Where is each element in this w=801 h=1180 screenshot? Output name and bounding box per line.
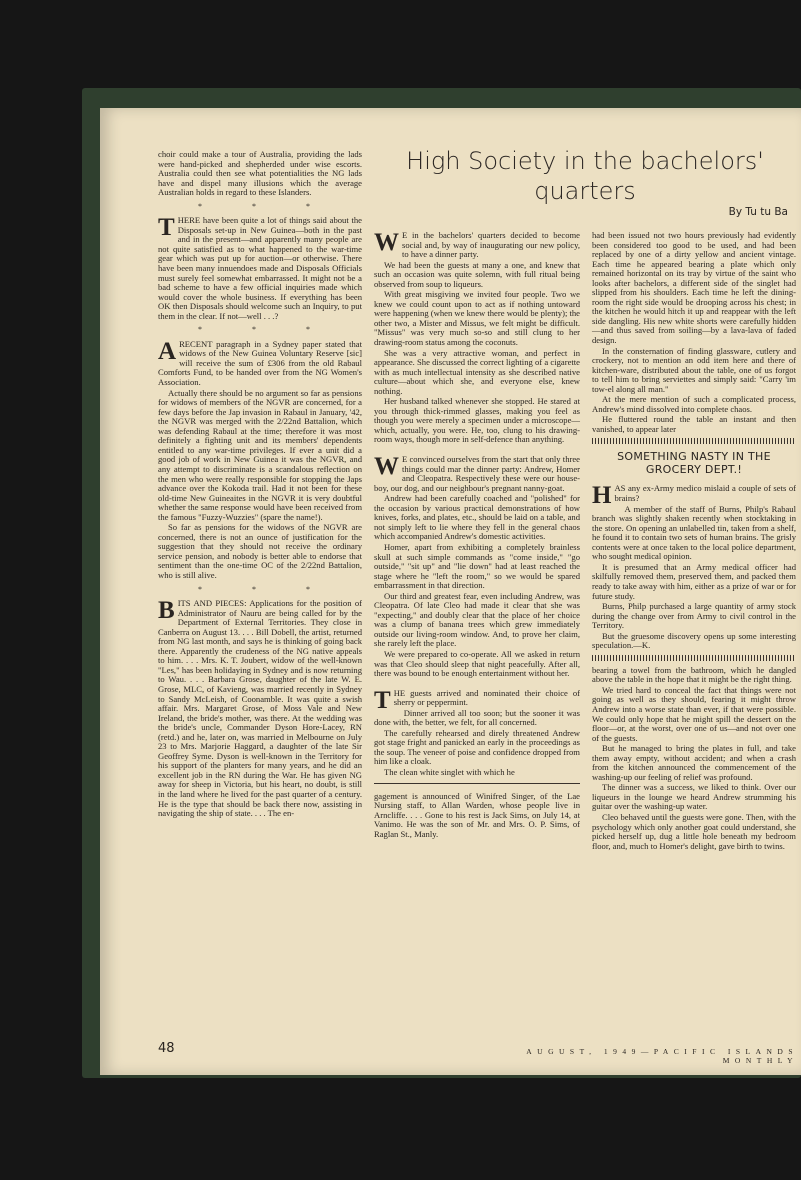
- ornamental-divider: [592, 655, 796, 661]
- boxed-story-paragraph: A member of the staff of Burns, Philp's Rabaul branch was slightly shaken recently when stocktaking in the store. On opening an unlabelled tin, taken from a shelf, he found it to contain two sets of human brains. The grisly contents were at once taken to the local police department, who sought medical opinion.: [592, 503, 796, 562]
- article-paragraph: Homer, apart from exhibiting a completely brainless skull at such simple commands as "come inside," "go outside," "sit up" and "lie down" had at least reached the stage where he "left the room," so we would be spared embarrassment in that direction.: [374, 541, 580, 591]
- article-paragraph: We had been the guests at many a one, and knew that such an occasion was quite solemn, with full ritual being observed from soup to liqueurs.: [374, 259, 580, 289]
- article-paragraph: had been issued not two hours previously had evidently been considered too good to be used, and had been replaced by one of a dirty yellow and ancient vintage. Each time he appeared bearing a plate which only remained horizontal on its tray by virtue of the saint who looks after bachelors, a different side of the singlet had slipped from his shoulders. Each time he left the dining-room the right side would be drooping across his chest; in the kitchen he would hitch it up and reappear with the left side dangling. His new white shorts were carefully hidden—and thus saved from soiling—by a lava-lava of faded design.: [592, 230, 796, 346]
- article-paragraph: THE guests arrived and nominated their choice of sherry or peppermint.: [374, 686, 580, 714]
- article-paragraph: Dinner arrived all too soon; but the sooner it was done with, the better, we felt, for all concerned.: [374, 707, 580, 728]
- article-paragraph: She was a very attractive woman, and perfect in appearance. She discussed the correct lighting of a cigarette with as much intellectual intensity as she described native culture—about which she, and everyone else, knew nothing.: [374, 347, 580, 396]
- article-paragraph: Our third and greatest fear, even including Andrew, was Cleopatra. Of late Cleo had made it clear that she was "expecting," and doubly clear that the place of her choice was a clump of banana trees which grew immediately outside our living-room window. And, to prove her claim, she rarely left the place.: [374, 590, 580, 649]
- pensions-paragraph: So far as pensions for the widows of the NGVR are concerned, there is not an ounce of justification for the suggestion that they should not receive the ordinary service pension, and nobody is better able to endorse that sentiment than the one-time OC of the 2/22nd Battalion, who is still alive.: [158, 522, 362, 580]
- drop-cap: T: [374, 686, 391, 714]
- section-separator: * * *: [198, 584, 334, 594]
- article-paragraph: We were prepared to co-operate. All we asked in return was that Cleo should sleep that night peacefully. After all, there was bound to be enough entertainment without her.: [374, 648, 580, 679]
- column-left: [158, 150, 362, 820]
- drop-cap: W: [374, 229, 399, 256]
- drop-cap: B: [158, 597, 175, 625]
- article-paragraph: Andrew had been carefully coached and "polished" for the occasion by various practical demonstrations of how knives, forks, and plates, etc., should be laid on a table, and not simply left to lie where they fell in the general chaos which accompanied Andrew's domestic activities.: [374, 493, 580, 542]
- engagement-paragraph: gagement is announced of Winifred Singer, of the Lae Nursing staff, to Allan Warden, whose people live in Arncliffe. . . . Gone to his rest is Jack Sims, on July 14, at Vanimo. He was the son of Mr. and Mrs. O. P. Sims, of Raglan St., Manly.: [374, 790, 580, 839]
- boxed-story-paragraph: But the gruesome discovery opens up some interesting speculation.—K.: [592, 630, 796, 651]
- drop-cap: A: [158, 337, 177, 365]
- section-separator: * * *: [198, 325, 334, 335]
- article-byline: By Tu tu Ba: [728, 206, 788, 218]
- boxed-story-heading: SOMETHING NASTY IN THE GROCERY DEPT.!: [617, 450, 771, 477]
- article-paragraph: Cleo behaved until the guests were gone. Then, with the psychology which only another goat could understand, she picked herself up, dug a little hole beneath my bedroom floor, and, much to Homer's delight, gave birth to twins.: [592, 811, 796, 851]
- article-paragraph: The dinner was a success, we liked to think. Over our liqueurs in the lounge we heard Andrew strumming his guitar over the washing-up water.: [592, 782, 796, 812]
- boxed-story-paragraph: HAS any ex-Army medico mislaid a couple of sets of brains?: [592, 482, 796, 510]
- widows-paragraph: ARECENT paragraph in a Sydney paper stated that widows of the New Guinea Voluntary Reserve [sic] will receive the sum of £306 from the old Rabaul Comforts Fund, to be handed over from the NG Women's Association.: [158, 337, 362, 388]
- article-paragraph: In the consternation of finding glassware, cutlery and crockery, not to mention an odd item here and there of kitchen-ware, distributed about the table, one of us forgot to tell him to bring serviettes and simply said: "Carry 'im tow-el along all man.": [592, 345, 796, 394]
- article-paragraph: With great misgiving we invited four people. Two we knew we could count upon to act as if nothing untoward were happening (when we knew there would be plenty); the other two, a Mister and Missus, we felt might be difficult. "Missus" was very much so-so and still clung to her drawing-room status among the coconuts.: [374, 289, 580, 348]
- drop-cap: W: [374, 453, 399, 481]
- running-footer: AUGUST, 1949—PACIFIC ISLANDS MONTHLY: [526, 1047, 798, 1065]
- article-paragraph: At the mere mention of such a complicated process, Andrew's mind dissolved into complete chaos.: [592, 394, 796, 414]
- column-middle: [374, 231, 580, 840]
- magazine-page: [100, 108, 801, 1075]
- ngvr-paragraph: Actually there should be no argument so far as pensions for widows of members of the NGVR are concerned, for a few days before the Jap invasion in Rabaul in January, '42, the NGVR was merged with the 2/22nd Battalion, which was defending Rabaul at the time; therefore it was most definitely a fighting unit and its members' dependents entitled to any war-time privileges. If ever a unit did a good job of work in New Guinea it was the NGVR, and any attempt to discriminate is a scandalous reflection on the men who were really responsible for stopping the Japs advance over the Kokoda trail. Had it not been for these old-time New Guineaites in the NGVR it is very doubtful whether the same response would have been received from the famous "Fuzzy-Wuzzies" (spare the name!).: [158, 387, 362, 522]
- article-paragraph: The carefully rehearsed and direly threatened Andrew got stage fright and panicked an early in the proceedings as the soup. The veneer of poise and confidence dropped from him like a cloak.: [374, 727, 580, 767]
- article-paragraph: We tried hard to conceal the fact that things were not going as well as they should, fearing it might throw Andrew into a worse state than ever, if that were possible. We could only hope that he might spill the dessert on the floor—or, at the worst, over one of us—and not over one of the guests.: [592, 684, 796, 743]
- article-paragraph: W E in the bachelors' quarters decided to become social and, by way of inaugurating our new policy, to have a dinner party.: [374, 229, 580, 260]
- section-separator: * * *: [198, 201, 334, 211]
- article-paragraph: Her husband talked whenever she stopped. He stared at you through thick-rimmed glasses, making you feel as though you were merely a specimen under a microscope—which, actually, you were. He, too, clung to his drawing-room ways, though more in self-defence than anything.: [374, 396, 580, 445]
- boxed-story-paragraph: It is presumed that an Army medical officer had skilfully removed them, preserved them, and packed them ready to take away with him, either as a prize of war or for future study.: [592, 561, 796, 601]
- article-paragraph: But he managed to bring the plates in full, and take them away empty, without accident; and when a crash from the kitchen announced the commencement of the washing-up our feeling of relief was profound.: [592, 743, 796, 782]
- disposals-paragraph: THERE have been quite a lot of things said about the Disposals set-up in New Guinea—both in the past and in the present—and apparently many people are not quite satisfied as to what happened to the war-time gear which was put up for auction—or otherwise. There have been many innuendoes made and Disposals Officials must surely feel somewhat embarrassed. It might not be a bad scheme to have a few official inquiries made which would cover the whole business. If everything has been OK then Disposals should welcome such an Inquiry, to put them in the clear. If not—well . . .?: [158, 214, 362, 321]
- bits-and-pieces-paragraph: BITS AND PIECES: Applications for the position of Administrator of Nauru are being called for by the Department of External Territories. They close in Canberra on August 13. . . . Bill Dobell, the artist, returned from NG last month, and says he is thinking of going back there. Apparently the crudeness of the NG native appeals to him. . . . Mrs. K. T. Joubert, widow of the well-known "Les," has been holidaying in Sydney and is now returning to Wau. . . . Barbara Grose, daughter of the late W. E. Grose, MLC, of Kavieng, was married recently in Sydney to Sandy McLeish, of Coonamble. It was quite a swish affair. Mrs. Margaret Grose, of Moss Vale and New Ireland, the bride's mother, was there. At the wedding was the bride's uncle, Commander Dyson Hore-Lacey, RN (retd.) and he, later on, was married in Melbourne on July 23 to Mrs. Marjorie Haggard, a daughter of the late Sir Geoffrey Syme. Dyson is well-known in the Territory for his support of the planters for many years, and he did an excellent job in the RN during the War. He has given NG away for sheep in Victoria, but his heart, no doubt, is still in the land where he lived for the past quarter of a century. He is the type that should be back there now, assisting in navigating the ship of state. . . . The en-: [158, 597, 362, 819]
- column-right: [592, 231, 796, 852]
- drop-cap: H: [592, 482, 612, 510]
- article-headline: High Society in the bachelors' quarters: [406, 147, 764, 205]
- article-paragraph: He fluttered round the table an instant and then vanished, to appear later: [592, 414, 796, 434]
- article-paragraph: The clean white singlet with which he: [384, 766, 515, 777]
- ornamental-divider: [592, 438, 796, 444]
- boxed-story-paragraph: Burns, Philp purchased a large quantity of army stock during the change over from Army to civil control in the Territory.: [592, 601, 796, 631]
- rule-divider: [374, 783, 580, 784]
- drop-cap: T: [158, 214, 175, 242]
- article-paragraph: bearing a towel from the bathroom, which he dangled above the table in the hope that it might be the right thing.: [592, 664, 796, 685]
- intro-paragraph: choir could make a tour of Australia, providing the lads were hand-picked and shepherded under wise escorts. Australia could then see what potentialities the NG lads have and dispel many illusions which the average Australian holds in regard to these Islanders.: [158, 149, 362, 198]
- article-paragraph: W E convinced ourselves from the start that only three things could mar the dinner party: Andrew, Homer and Cleopatra. Respectively these were our house-boy, our dog, and our neighbour's pregnant nanny-goat.: [374, 453, 580, 493]
- page-number: 48: [158, 1041, 175, 1056]
